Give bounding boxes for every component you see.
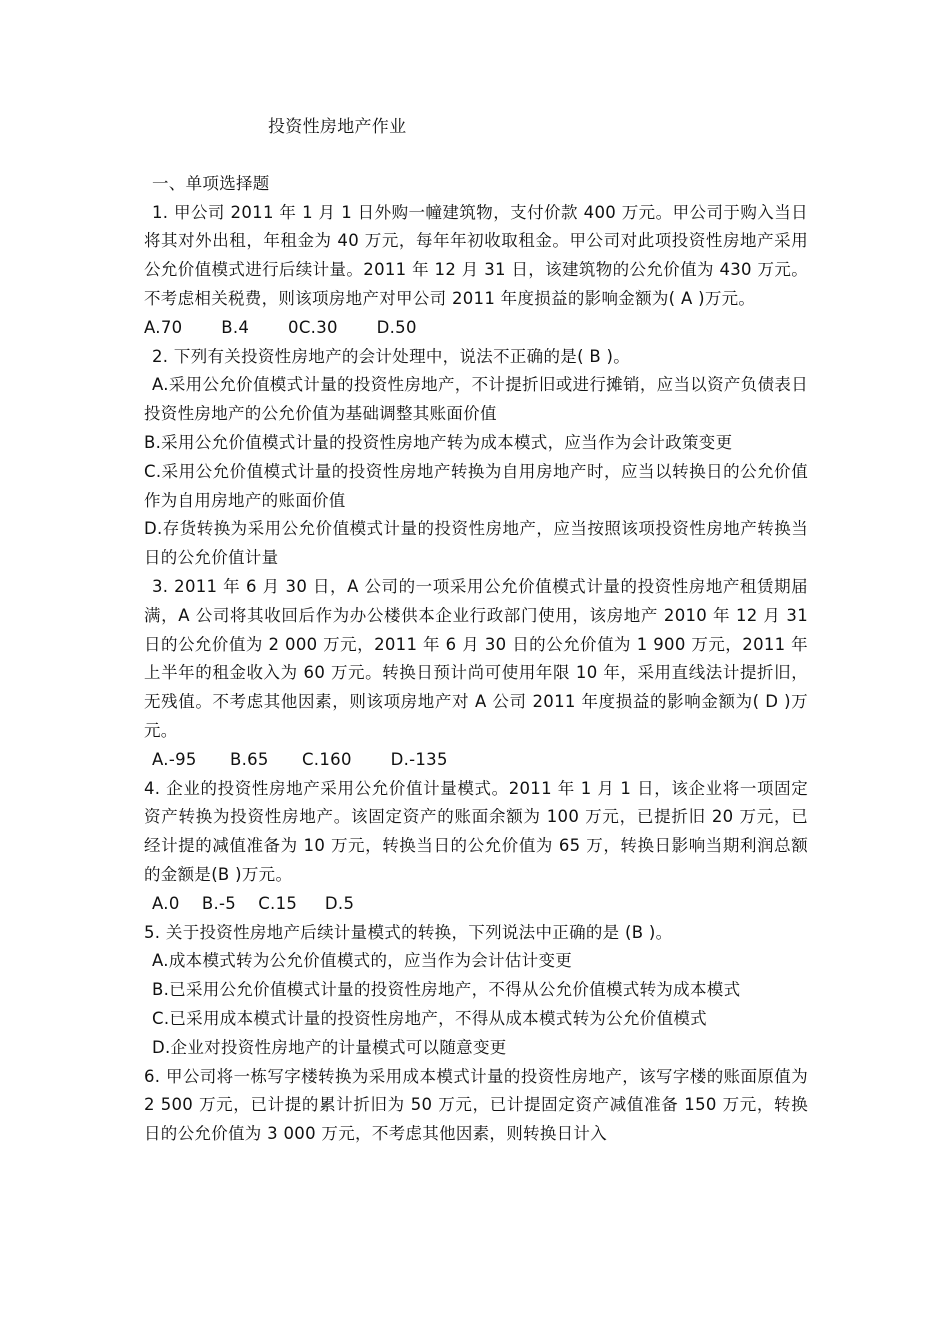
question-1-stem: 1. 甲公司 2011 年 1 月 1 日外购一幢建筑物，支付价款 400 万元。甲公司于购入当日将其对外出租，年租金为 40 万元，每年年初收取租金。甲公司对此项投资性房地产采用公允价值模式进行后续计量。2011 年 12 月 31 日，该建筑物的公允价值为 430 万元。不考虑相关税费，则该项房地产对甲公司 2011 年度损益的影响金额为( A )万元。 — [144, 202, 808, 308]
question-5-option-a: A.成本模式转为公允价值模式的，应当作为会计估计变更 — [152, 951, 573, 971]
question-6-stem: 6. 甲公司将一栋写字楼转换为采用成本模式计量的投资性房地产，该写字楼的账面原值为 2 500 万元，已计提的累计折旧为 50 万元，已计提固定资产减值准备 150 万元，转换日的公允价值为 3 000 万元，不考虑其他因素，则转换日计入 — [144, 1066, 808, 1144]
question-1-options: A.70 B.4 0C.30 D.50 — [144, 317, 417, 337]
question-2-option-d: D.存货转换为采用公允价值模式计量的投资性房地产，应当按照该项投资性房地产转换当日的公允价值计量 — [144, 519, 808, 568]
question-5-option-c: C.已采用成本模式计量的投资性房地产，不得从成本模式转为公允价值模式 — [152, 1008, 707, 1028]
question-5-stem: 5. 关于投资性房地产后续计量模式的转换，下列说法中正确的是 (B )。 — [144, 922, 673, 942]
question-3-options: A.-95 B.65 C.160 D.-135 — [152, 749, 448, 769]
question-2-option-b: B.采用公允价值模式计量的投资性房地产转为成本模式，应当作为会计政策变更 — [144, 432, 733, 452]
question-3-stem: 3. 2011 年 6 月 30 日，A 公司的一项采用公允价值模式计量的投资性房地产租赁期届满，A 公司将其收回后作为办公楼供本企业行政部门使用，该房地产 2010 年 12 月 31 日的公允价值为 2 000 万元，2011 年 6 月 30 日的公允价值为 1 900 万元，2011 年上半年的租金收入为 60 万元。转换日预计尚可使用年限 10 年，采用直线法计提折旧，无残值。不考虑其他因素，则该项房地产对 A 公司 2011 年度损益的影响金额为( D )万元。 — [144, 576, 808, 740]
question-2-stem: 2. 下列有关投资性房地产的会计处理中，说法不正确的是( B )。 — [152, 346, 631, 366]
question-4-stem: 4. 企业的投资性房地产采用公允价值计量模式。2011 年 1 月 1 日，该企业将一项固定资产转换为投资性房地产。该固定资产的账面余额为 100 万元，已提折旧 20 万元，已经计提的减值准备为 10 万元，转换当日的公允价值为 65 万，转换日影响当期利润总额的金额是(B )万元。 — [144, 778, 808, 884]
document-body — [144, 113, 808, 1149]
question-5-option-d: D.企业对投资性房地产的计量模式可以随意变更 — [152, 1037, 507, 1057]
section-title: 一、单项选择题 — [152, 173, 270, 193]
question-2-option-c: C.采用公允价值模式计量的投资性房地产转换为自用房地产时，应当以转换日的公允价值作为自用房地产的账面价值 — [144, 461, 808, 510]
question-2-option-a: A.采用公允价值模式计量的投资性房地产，不计提折旧或进行摊销，应当以资产负债表日投资性房地产的公允价值为基础调整其账面价值 — [144, 375, 808, 424]
document-title: 投资性房地产作业 — [268, 117, 407, 137]
question-4-options: A.0 B.-5 C.15 D.5 — [152, 893, 355, 913]
question-5-option-b: B.已采用公允价值模式计量的投资性房地产，不得从公允价值模式转为成本模式 — [152, 980, 741, 1000]
